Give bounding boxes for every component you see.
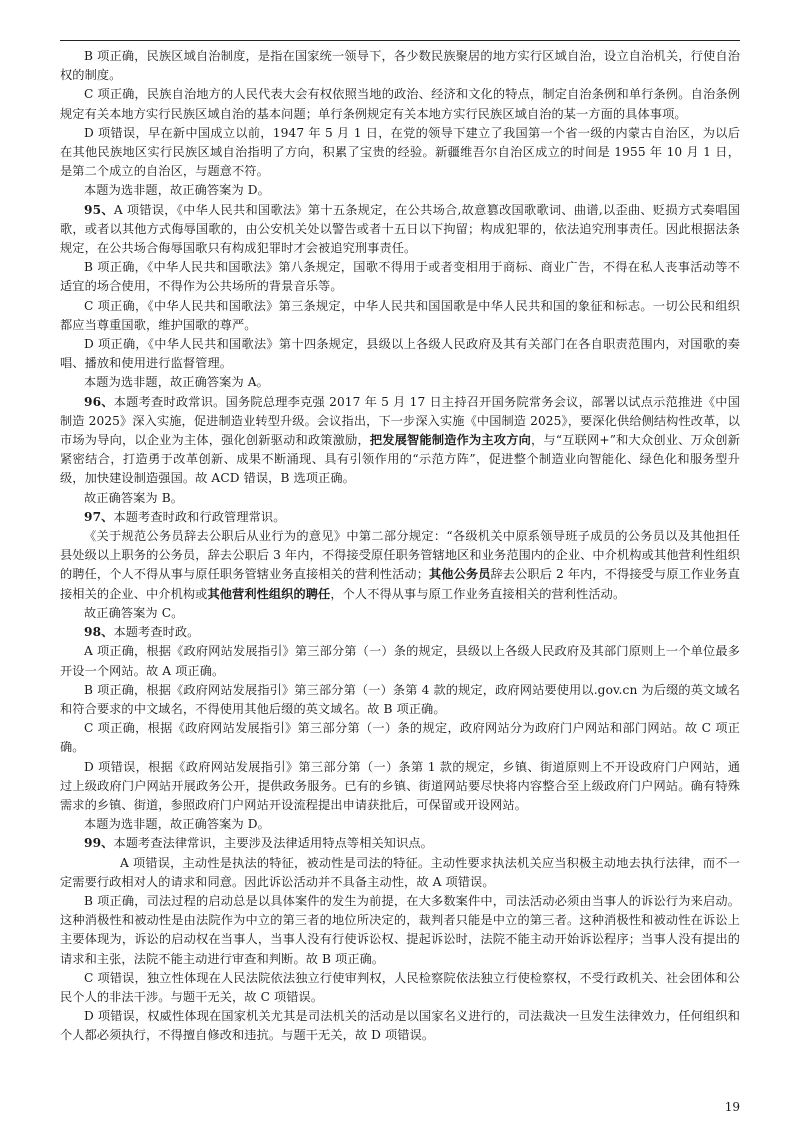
paragraph [60,508,740,527]
paragraph [60,373,740,392]
paragraph-text: 本题考查时政。 [113,625,200,640]
paragraph-text: A 项正确，根据《政府网站发展指引》第三部分第（一）条的规定，县级以上各级人民政府及其部门原则上一个单位最多开设一个网站。故 A 项正确。 [60,644,740,678]
paragraph-text: ，个人不得从事与原工作业务直接相关的营利性活动。 [330,586,626,601]
paragraph [60,181,740,200]
paragraph [60,815,740,834]
page-body [60,47,740,1046]
paragraph [60,758,740,816]
paragraph-text: 辞去公职后 2 年内，不得接受与原工作业务直接相关的企业、中介机构或 [60,567,741,601]
paragraph [60,489,740,508]
paragraph-text: D 项错误，权威性体现在国家机关尤其是司法机关的活动是以国家名义进行的，司法裁决一旦发生法律效力，任何组织和个人都必须执行，不得擅自修改和违抗。与题干无关，故 D 项错误。 [60,1009,740,1043]
paragraph-text: ，与“互联网+”和大众创业、万众创新紧密结合，打造勇于改革创新、成果不断涌现、具有引领作用的“示范方阵”，促进整个制造业向智能化、绿色化和服务型升级，加快建设制造强国。故 ACD 错误，B 选项正确。 [60,433,740,486]
paragraph-text: 本题为选非题，故正确答案为 D。 [84,817,270,832]
paragraph [60,892,740,969]
paragraph [60,623,740,642]
paragraph-text: D 项错误，早在新中国成立以前，1947 年 5 月 1 日，在党的领导下建立了我国第一个省一级的内蒙古自治区，为以后在其他民族地区实行民族区域自治指明了方向，积累了宝贵的经验。新疆维吾尔自治区成立的时间是 1955 年 10 月 1 日，是第二个成立的自治区，与题意不符。 [60,125,740,179]
paragraph-text: 本题考查时政常识。国务院总理李克强 2017 年 5 月 17 日主持召开国务院常务会议，部署以试点示范推进《中国制造 2025》深入实施，促进制造业转型升级。会议指出，下一步深入实施《中国制造 2025》，要深化供给侧结构性改革，以市场为导向，以企业为主体，强化创新驱动和政策激励， [60,394,740,448]
paragraph [60,1007,740,1045]
paragraph [60,85,740,123]
bold-text: 95、 [84,202,114,217]
paragraph [60,854,740,892]
paragraph-text: A 项错误，主动性是执法的特征，被动性是司法的特征。主动性要求执法机关应当积极主动地去执行法律，而不一定需要行政相对人的请求和同意。因此诉讼活动并不具备主动性，故 A 项错误。 [60,855,740,889]
paragraph-text: B 项正确，民族区域自治制度，是指在国家统一领导下，各少数民族聚居的地方实行区域自治，设立自治机关，行使自治权的制度。 [60,49,740,83]
bold-text: 其他公务员 [428,567,491,582]
paragraph-text: 故正确答案为 B。 [84,490,184,505]
paragraph [60,604,740,623]
paragraph-text: 《关于规范公务员辞去公职后从业行为的意见》中第二部分规定：“各级机关中原系领导班子成员的公务员以及其他担任县处级以上职务的公务员，辞去公职后 3 年内，不得接受原任职务管辖地区和业务范围内的企业、中介机构或其他营利性组织的聘任，个人不得从事与原任职务管辖业务直接相关的营利性活动； [60,529,740,582]
paragraph [60,47,740,85]
paragraph [60,335,740,373]
bold-text: 98、 [84,625,114,640]
bold-text: 把发展智能制造作为主攻方向 [369,433,531,448]
paragraph-text: 本题考查法律常识，主要涉及法律适用特点等相关知识点。 [113,836,433,851]
paragraph-text: 本题为选非题，故正确答案为 D。 [84,183,270,198]
header-rule [60,40,740,41]
paragraph [60,124,740,182]
paragraph-text: 故正确答案为 C。 [84,605,184,620]
paragraph [60,297,740,335]
page-number: 19 [724,1100,740,1114]
paragraph-text: C 项正确，根据《政府网站发展指引》第三部分第（一）条的规定，政府网站分为政府门户网站和部门网站。故 C 项正确。 [60,721,740,755]
bold-text: 其他营利性组织的聘任 [207,586,331,601]
paragraph-text: B 项正确，司法过程的启动总是以具体案件的发生为前提，在大多数案件中，司法活动必须由当事人的诉讼行为来启动。这种消极性和被动性是由法院作为中立的第三者的地位所决定的，裁判者只能是中立的第三者。这种消极性和被动性在诉讼上主要体现为，诉讼的启动权在当事人，当事人没有行使诉讼权、提起诉讼时，法院不能主动开始诉讼程序；当事人没有提出的请求和主张，法院不能主动进行审查和判断。故 B 项正确。 [60,893,740,966]
paragraph-text: C 项正确，民族自治地方的人民代表大会有权依照当地的政治、经济和文化的特点，制定自治条例和单行条例。自治条例规定有关本地方实行民族区域自治的基本问题；单行条例规定有关本地方实行民族区域自治的某一方面的具体事项。 [60,87,740,121]
paragraph [60,834,740,853]
paragraph [60,681,740,719]
paragraph-text: C 项正确，《中华人民共和国歌法》第三条规定，中华人民共和国国歌是中华人民共和国的象征和标志。一切公民和组织都应当尊重国歌，维护国歌的尊严。 [60,298,740,332]
paragraph-text: B 项正确，根据《政府网站发展指引》第三部分第（一）条第 4 款的规定，政府网站要使用以.gov.cn 为后缀的英文域名和符合要求的中文域名，不得使用其他后缀的英文域名。故 B 项正确。 [60,682,740,716]
bold-text: 96、 [84,394,114,409]
bold-text: 99、 [84,836,114,851]
paragraph [60,969,740,1007]
paragraph [60,393,740,489]
paragraph [60,642,740,680]
paragraph-text: D 项正确，《中华人民共和国歌法》第十四条规定，县级以上各级人民政府及其有关部门在各自职责范围内，对国歌的奏唱、播放和使用进行监督管理。 [60,337,740,371]
paragraph [60,527,740,604]
paragraph-text: C 项错误，独立性体现在人民法院依法独立行使审判权，人民检察院依法独立行使检察权，不受行政机关、社会团体和公民个人的非法干涉。与题干无关，故 C 项错误。 [60,970,740,1004]
bold-text: 97、 [84,509,114,524]
paragraph-text: A 项错误，《中华人民共和国歌法》第十五条规定，在公共场合,故意篡改国歌歌词、曲谱,以歪曲、贬损方式奏唱国歌，或者以其他方式侮辱国歌的，由公安机关处以警告或者十五日以下拘留；构成犯罪的，依法追究刑事责任。因此根据法条规定，在公共场合侮辱国歌只有构成犯罪时才会被追究刑事责任。 [60,202,741,256]
paragraph [60,258,740,296]
paragraph-text: 本题为选非题，故正确答案为 A。 [84,375,269,390]
paragraph-text: B 项正确，《中华人民共和国歌法》第八条规定，国歌不得用于或者变相用于商标、商业广告，不得在私人丧事活动等不适宜的场合使用，不得作为公共场所的背景音乐等。 [60,260,740,294]
paragraph [60,719,740,757]
paragraph [60,201,740,259]
paragraph-text: D 项错误，根据《政府网站发展指引》第三部分第（一）条第 1 款的规定，乡镇、街道原则上不开设政府门户网站，通过上级政府门户网站开展政务公开，提供政务服务。已有的乡镇、街道网站要尽快将内容整合至上级政府门户网站。确有特殊需求的乡镇、街道，参照政府门户网站开设流程提出申请获批后，可保留或开设网站。 [60,759,740,812]
paragraph-text: 本题考查时政和行政管理常识。 [113,509,286,524]
